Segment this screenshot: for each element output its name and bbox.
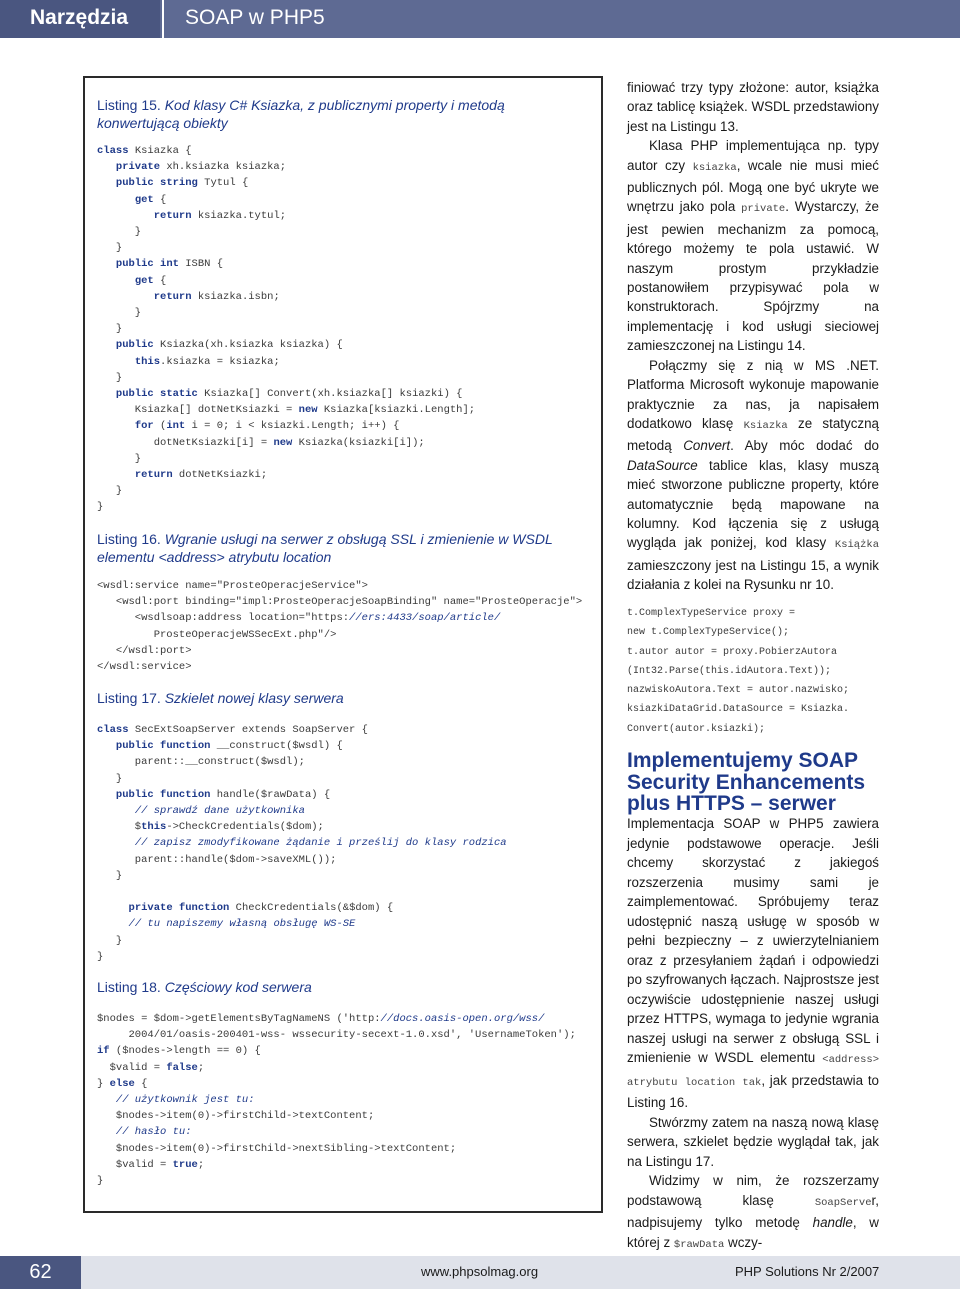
- listing-17-caption: [97, 689, 587, 707]
- paragraph: [627, 136, 879, 355]
- inline-code: ksiazka: [692, 161, 737, 174]
- listing-16-title: Wgranie usługi na serwer z obsługą SSL i zmienienie w WSDL elementu <address> atrybutu location: [97, 531, 553, 565]
- text-run: wczy-: [724, 1234, 763, 1250]
- listing-16-caption: [97, 530, 587, 566]
- listing-18-code: $nodes = $dom->getElementsByTagNameNS ('http://docs.oasis-open.org/wss/ 2004/01/oasis-200401-wss- wssecurity-secext-1.0.xsd', 'UsernameToken'); if ($nodes->length == 0) { $valid = false; } else { // użytkownik jest tu: $nodes->item(0)->firstChild->textContent; // hasło tu: $nodes->item(0)->firstChild->nextSibling->textContent; $valid = true; }: [97, 1013, 576, 1188]
- page-number: 62: [0, 1256, 81, 1289]
- text-run: Widzimy w nim, że rozszerzamy podstawową klasę: [627, 1173, 879, 1208]
- text-run: r, nadpisujemy tylko metodę: [627, 1192, 879, 1230]
- right-column-body: [627, 78, 879, 595]
- listing-16-number: Listing 16.: [97, 531, 161, 547]
- listing-15-title: Kod klasy C# Ksiazka, z publicznymi property i metodą konwertującą obiekty: [97, 97, 505, 131]
- inline-code: <address>: [822, 1054, 879, 1066]
- right-column-code: t.ComplexTypeService proxy = new t.ComplexTypeService(); t.autor autor = proxy.PobierzAutora (Int32.Parse(this.idAutora.Text)); nazwiskoAutora.Text = autor.nazwisko; ksiazkiDataGrid.DataSource = Ksiazka. Convert(autor.ksiazki);: [627, 608, 850, 735]
- footer-magazine: PHP Solutions Nr 2/2007: [735, 1264, 880, 1279]
- emphasis: Convert: [683, 438, 731, 454]
- listing-15-number: Listing 15.: [97, 97, 161, 113]
- listing-17-code: class SecExtSoapServer extends SoapServer { public function __construct($wsdl) { parent::__construct($wsdl); } public function handle($rawData) { // sprawdź dane użytkownika $this->CheckCredentials($dom); // zapisz zmodyfikowane żądanie i prześlij do klasy rodzica parent::handle($dom->saveXML()); } private function CheckCredentials(&$dom) { // tu napiszemy własną obsługę WS-SE } }: [97, 724, 507, 963]
- text-run: Klasa PHP implementująca np. typy autor czy: [627, 138, 879, 173]
- section-name: Narzędzia: [30, 6, 129, 29]
- text-run: zamieszczony jest na Listingu 15, a wynik działania z kolei na Rysunku nr 10.: [627, 557, 879, 593]
- listing-18-title: Częściowy kod serwera: [164, 979, 312, 995]
- section-heading: Implementujemy SOAP Security Enhancements plus HTTPS – serwer: [627, 749, 866, 815]
- listing-15-code: class Ksiazka { private xh.ksiazka ksiazka; public string Tytul { get { return ksiazka.tytul; } } public int ISBN { get { return ksiazka.isbn; } } public Ksiazka(xh.ksiazka ksiazka) { this.ksiazka = ksiazka; } public static Ksiazka[] Convert(xh.ksiazka[] ksiazki) { Ksiazka[] dotNetKsiazki = new Ksiazka[ksiazki.Length]; for (int i = 0; i < ksiazki.Length; i++) { dotNetKsiazki[i] = new Ksiazka(ksiazki[i]); } return dotNetKsiazki; } }: [97, 145, 476, 514]
- footer-url: www.phpsolmag.org: [421, 1264, 539, 1279]
- inline-code: private: [741, 203, 786, 216]
- text-run: , jak przedstawia to Listing 16.: [627, 1072, 879, 1110]
- paragraph: Stwórzmy zatem na naszą nową klasę serwera, szkielet będzie wyglądał tak, jak na Listingu 17.: [627, 1114, 879, 1169]
- listing-18-caption: [97, 978, 587, 996]
- listing-15-caption: [97, 96, 587, 132]
- article-title: SOAP w PHP5: [185, 6, 325, 29]
- paragraph: [627, 356, 879, 595]
- listing-16-code: <wsdl:service name="ProsteOperacjeService"> <wsdl:port binding="impl:ProsteOperacjeSoapBinding" name="ProsteOperacje"> <wsdlsoap:address location="https://ers:4433/soap/article/ ProsteOperacjeWSSecExt.php"/> </wsdl:port> </wsdl:service>: [97, 580, 583, 674]
- listing-17-number: Listing 17.: [97, 690, 161, 706]
- text-run: Połączmy się z nią w MS .NET. Platforma Microsoft wykonuje mapowanie praktycznie za nas, ja napisałem dodatkowo klasę: [627, 357, 879, 431]
- header-divider: [162, 0, 164, 38]
- inline-code: atrybutu location tak: [627, 1076, 762, 1089]
- text-run: . Aby móc dodać do: [730, 438, 879, 454]
- paragraph: [627, 814, 879, 1113]
- text-run: ze statyczną metodą: [627, 415, 879, 454]
- text-run: , w której z: [627, 1215, 879, 1250]
- listing-18-number: Listing 18.: [97, 979, 161, 995]
- emphasis: handle: [812, 1215, 853, 1230]
- emphasis: DataSource: [627, 457, 698, 473]
- text-run: Implementacja SOAP w PHP5 zawiera jedynie podstawowe operacje. Jeśli chcemy skorzystać z jakiegoś rozszerzenia musimy sami je zaimplementować. Spróbujemy teraz udostępnić naszą usługę w sposób w pełni bezpieczny – z uwierzytelnianiem oraz z przesyłaniem żądań i odpowiedzi po szyfrowanych łączach. Najprostsze jest oczywiście udostępnienie naszej usługi przez HTTPS, wymaga to jedynie wgrania naszej usługi na serwer z obsługą SSL i zmienienie w WSDL elementu: [627, 816, 879, 1065]
- inline-code: $rawData: [673, 1238, 725, 1251]
- text-run: . Wystarczy, że jest pewien mechanizm za pomocą, którego możemy te pola ustawić. W naszym prostym przykładzie postanowiłem przypisywać pola w konstruktorach. Spójrzmy na implementację i kod usługi sieciowej zamieszczonej na Listingu 14.: [627, 199, 879, 354]
- text-run: , wcale nie musi mieć publicznych pól. Mogą one być ukryte we wnętrzu jako pola: [627, 157, 879, 215]
- paragraph: [627, 1171, 879, 1255]
- page-header: [0, 0, 960, 38]
- right-column-body-2: [627, 814, 879, 1255]
- paragraph: finiować trzy typy złożone: autor, książka oraz tablicę książek. WSDL przedstawiony jest na Listingu 13.: [627, 80, 879, 134]
- text-run: tablice klas, klasy muszą mieć stworzone publiczne property, które automatycznie będą mapowane na kolumny. Kod łączenia się z usługą wygląda jak poniżej, kod klasy: [627, 457, 879, 551]
- inline-code: SoapServe: [814, 1196, 872, 1209]
- inline-code: Książka: [834, 539, 879, 552]
- inline-code: Ksiazka: [743, 419, 788, 432]
- listing-17-title: Szkielet nowej klasy serwera: [164, 690, 344, 706]
